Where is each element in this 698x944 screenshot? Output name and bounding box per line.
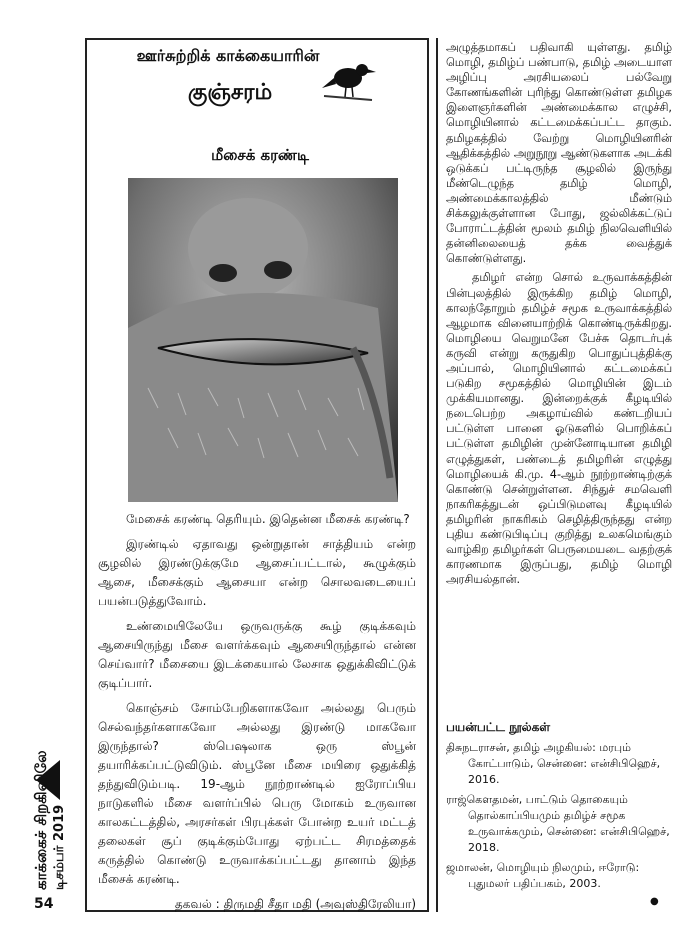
paragraph: இரண்டில் ஏதாவது ஒன்றுதான் சாத்தியம் என்ற சூழலில் இரண்டுக்குமே ஆசைப்பட்டால், கூழுக்கும் ஆசை, மீசைக்கும் ஆசையா என்ற சொலவடையைப் பயன்படுத்துவோம். — [98, 537, 416, 608]
info-credit: தகவல் : திருமதி சீதா மதி (அவுஸ்திரேலியா) — [174, 897, 416, 911]
article-heading: மீசைக் கரண்டி — [211, 146, 309, 164]
issue-date: டிசம்பர் 2019 — [52, 804, 67, 890]
column-title: குஞ்சரம் — [187, 80, 273, 105]
page-number: 54 — [34, 896, 54, 912]
right-column-text — [446, 40, 672, 591]
end-mark-icon: ● — [650, 896, 659, 907]
paragraph: அழுத்தமாகப் பதிவாகி யுள்ளது. தமிழ் மொழி, தமிழ்ப் பண்பாடு, தமிழ் அடையாள அழிப்பு அரசியலைப் பல்வேறு கோணங்களின் புரிந்து கொண்டுள்ள தமிழக இளைஞர்களின் அண்மைக்கால எழுச்சி, மொழியினால் கட்டமைக்கப்பட்ட தாகும். தமிழகத்தில் வேற்று மொழியினரின் ஆதிக்கத்தில் அறுநூறு ஆண்டுகளாக அடக்கி ஒடுக்கப் பட்டிருந்த சூழலில் இருந்து மீண்டெழுந்த தமிழ் மொழி, அண்மைக்காலத்தில் மீண்டும் சிக்கலுக்குள்ளான போது, ஜல்லிக்கட்டுப் போராட்டத்தின் மூலம் தமிழ் நிலவெளியில் தன்னிலையைத் தக்க வைத்துக் கொண்டுள்ளது. — [446, 41, 672, 266]
paragraph: உண்மையிலேயே ஒருவருக்கு கூழ் குடிக்கவும் ஆசையிருந்து மீசை வளர்க்கவும் ஆசையிருந்தால் என்ன செய்வார்? மீசையை இடக்கையால் லேசாக ஒதுக்கிவிட்டுக் குடிப்பார். — [98, 619, 416, 690]
references-list — [446, 740, 672, 896]
paragraph: கொஞ்சம் சோம்பேறிகளாகவோ அல்லது பெரும் செல்வந்தர்களாகவோ அல்லது இரண்டு மாகவோ இருந்தால்? ஸ்பெஷலாக ஒரு ஸ்பூன் தயாரிக்கப்பட்டுவிடும். ஸ்பூனே மீசை மயிரை ஒதுக்கித் தந்துவிடும்படி. 19-ஆம் நூற்றாண்டில் ஐரோப்பிய நாடுகளில் மீசை வளர்ப்பில் பெரு மோகம் உருவான காலகட்டத்தில், அரசர்கள் பிரபுக்கள் போன்ற உயர் மட்டத் தலைகள் சூப் குடிக்கும்போது ஏற்பட்ட சிரமத்தைக் கருத்தில் கொண்டு உருவாக்கப்பட்டது தானாம் இந்த மீசைக் கரண்டி. — [98, 701, 416, 886]
paragraph: தமிழர் என்ற சொல் உருவாக்கத்தின் பின்புலத்தில் இருக்கிற தமிழ் மொழி, காலந்தோறும் தமிழ்ச் சமூக உருவாக்கத்தில் ஆழமாக வினையாற்றிக் கொண்டிருக்கிறது. மொழியை வெறுமனே பேச்சு தொடர்புக் கருவி என்று கருதுகிற பொதுப்புத்திக்கு அப்பால், மொழியினால் கட்டமைக்கப் படுகிற சமூகத்தில் மொழியின் இடம் முக்கியமானது. இன்றைக்குக் கீழடியில் நடைபெற்ற அகழாய்வில் கண்டறியப் பட்டுள்ள பானை ஓடுகளில் பொறிக்கப் பட்டுள்ள தமிழின் முன்னோடியான தமிழி எழுத்துகள், பண்டைத் தமிழரின் எழுத்து மொழியைக் கி.மு. 4-ஆம் நூற்றாண்டிற்குக் கொண்டு சென்றுள்ளன. சிந்துச் சமவெளி நாகரிகத்துடன் ஒப்பிடுமளவு கீழடியில் தமிழரின் நாகரிகம் செழித்திருந்தது என்ற புதிய கண்டுபிடிப்பு குறித்து உலகமெங்கும் வாழ்கிற தமிழர்கள் பெருமையடை வதற்குக் காரணமாக இருப்பது, தமிழ் மொழி அரசியல்தான். — [446, 271, 672, 587]
reference-item: ராஜ்கௌதமன், பாட்டும் தொகையும் தொல்காப்பியமும் தமிழ்ச் சமூக உருவாக்கமும், சென்னை: என்சிபிஹெச், 2018. — [446, 793, 670, 854]
references-heading: பயன்பட்ட நூல்கள் — [446, 720, 551, 734]
reference-item: ஜமாலன், மொழியும் நிலமும், ஈரோடு: புதுமலர் பதிப்பகம், 2003. — [446, 861, 640, 890]
column-divider — [436, 38, 438, 912]
side-margin — [0, 0, 72, 944]
magazine-name: காக்கைச் சிறகினிலே — [32, 750, 50, 890]
side-vertical-text — [24, 700, 67, 900]
crow-icon — [318, 48, 378, 108]
paragraph: மேசைக் கரண்டி தெரியும். இதென்ன மீசைக் கரண்டி? — [126, 512, 410, 526]
series-title: ஊர்சுற்றிக் காக்கையாரின் — [136, 46, 320, 65]
reference-item: திசுநடராசன், தமிழ் அழகியல்: மரபும் கோட்பாடும், சென்னை: என்சிபிஹெச், 2016. — [446, 741, 661, 786]
left-column-text — [98, 510, 416, 914]
moustache-spoon-photo — [128, 178, 398, 502]
